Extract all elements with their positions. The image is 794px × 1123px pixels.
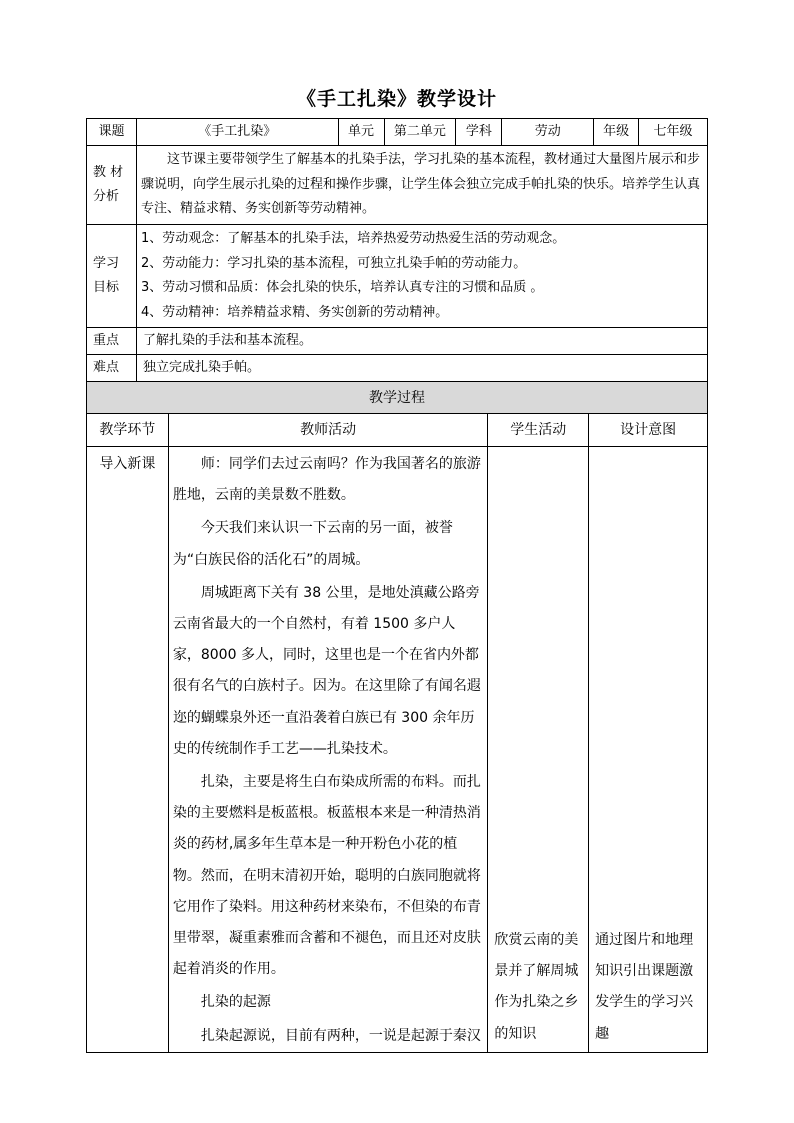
stage-cell: 导入新课 (87, 447, 169, 1053)
goals-label (87, 225, 137, 328)
subject-value: 劳动 (502, 119, 594, 146)
course-label: 课题 (87, 119, 137, 146)
teacher-paragraph: 扎染的起源 (200, 994, 271, 1011)
unit-value: 第二单元 (384, 119, 456, 146)
subject-label: 学科 (456, 119, 502, 146)
teacher-paragraph: 今天我们来认识一下云南的另一面，被誉为“白族民俗的活化石”的周城。 (172, 520, 453, 568)
process-section-title: 教学过程 (87, 382, 708, 414)
analysis-label-line2: 分析 (93, 189, 120, 204)
student-activity-cell (488, 447, 589, 1053)
goal-item: 4、劳动精神：培养精益求精、务实创新的劳动精神。 (140, 304, 449, 320)
student-activity-text: 欣赏云南的美景并了解周城作为扎染之乡的知识 (494, 932, 579, 1042)
grade-value: 七年级 (639, 119, 708, 146)
course-value: 《手工扎染》 (136, 119, 338, 146)
difficulty-value: 独立完成扎染手帕。 (136, 355, 707, 382)
analysis-cell (136, 146, 707, 225)
goal-item: 1、劳动观念：了解基本的扎染手法，培养热爱劳动热爱生活的劳动观念。 (140, 231, 566, 246)
document-title: 《手工扎染》教学设计 (296, 88, 497, 110)
analysis-label (87, 146, 137, 225)
header-teacher: 教师活动 (168, 414, 487, 447)
lesson-info-table (86, 118, 708, 382)
goals-cell (136, 225, 707, 328)
goal-item: 3、劳动习惯和品质：体会扎染的快乐，培养认真专注的习惯和品质 。 (140, 280, 544, 295)
grade-label: 年级 (594, 119, 639, 146)
analysis-text: 这节课主要带领学生了解基本的扎染手法，学习扎染的基本流程，教材通过大量图片展示和步骤说明，向学生展示扎染的过程和操作步骤，让学生体会独立完成手帕扎染的快乐。培养学生认真专注、精益求精、务实创新等劳动精神。 (140, 152, 700, 217)
difficulty-label: 难点 (87, 355, 137, 382)
key-value: 了解扎染的手法和基本流程。 (136, 328, 707, 355)
teacher-paragraph: 师：同学们去过云南吗？作为我国著名的旅游胜地，云南的美景数不胜数。 (172, 456, 481, 504)
teaching-process-table (86, 381, 708, 1053)
teacher-paragraph: 周城距离下关有 38 公里，是地处滇藏公路旁云南省最大的一个自然村，有着 1500 多户人家，8000 多人，同时，这里也是一个在省内外都很有名气的白族村子。因为。在这里除了有闻名遐迩的蝴蝶泉外还一直沿袭着白族已有 300 余年历史的传统制作手工艺——扎染技术。 (172, 584, 481, 757)
goals-label-line1: 学习 (93, 256, 120, 271)
goals-label-line2: 目标 (93, 280, 120, 295)
header-student: 学生活动 (488, 414, 589, 447)
key-label: 重点 (87, 328, 137, 355)
analysis-label-line1: 教 材 (93, 165, 124, 180)
unit-label: 单元 (338, 119, 384, 146)
header-stage: 教学环节 (87, 414, 169, 447)
header-intent: 设计意图 (589, 414, 708, 447)
goal-item: 2、劳动能力：学习扎染的基本流程，可独立扎染手帕的劳动能力。 (140, 255, 527, 271)
teacher-activity-cell (168, 447, 487, 1053)
design-intent-cell (589, 447, 708, 1053)
teacher-paragraph: 扎染，主要是将生白布染成所需的布料。而扎染的主要燃料是板蓝根。板蓝根本来是一种清热消炎的药材,属多年生草本是一种开粉色小花的植物。然而，在明末清初开始，聪明的白族同胞就将它用作了染料。用这种药材来染布，不但染的布青里带翠，凝重素雅而含蓄和不褪色，而且还对皮肤起着消炎的作用。 (172, 774, 481, 978)
design-intent-text: 通过图片和地理知识引出课题激发学生的学习兴趣 (595, 932, 694, 1042)
teacher-paragraph: 扎染起源说，目前有两种，一说是起源于秦汉 (200, 1027, 481, 1044)
